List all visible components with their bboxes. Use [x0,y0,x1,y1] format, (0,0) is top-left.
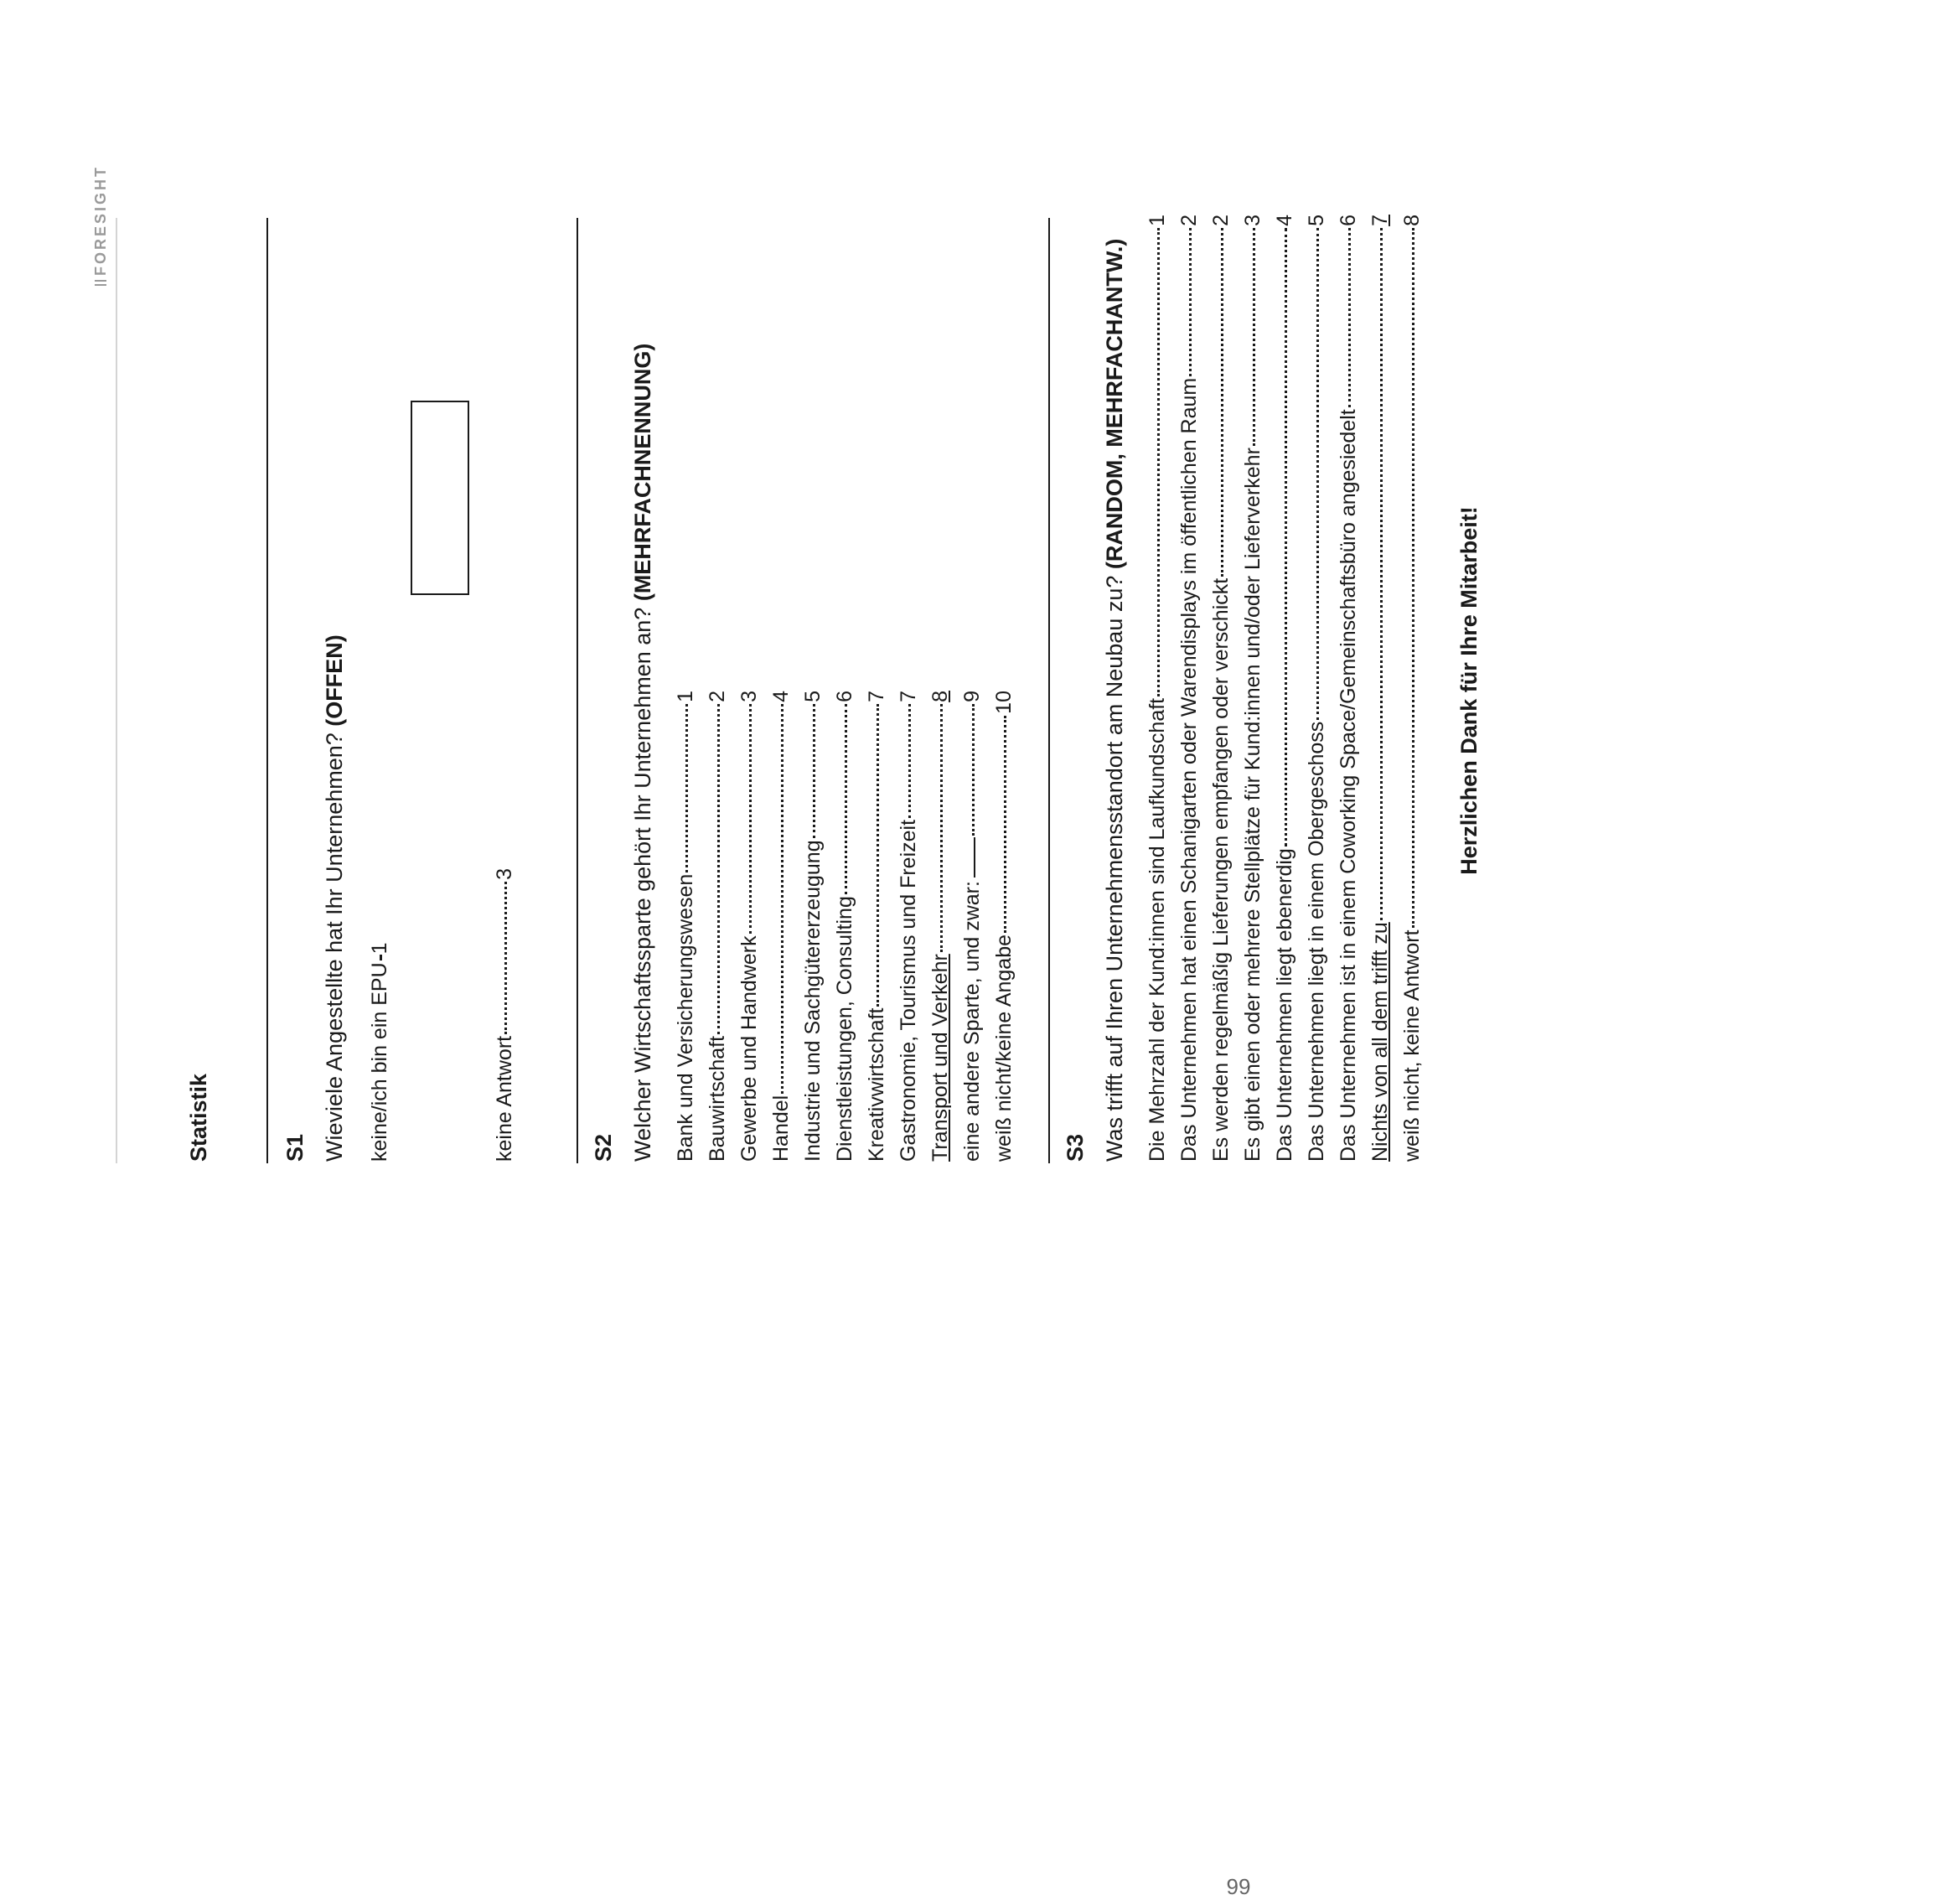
option-s3-3[interactable]: Es werden regelmäßig Lieferungen empfangen oder verschickt 2 [1209,215,1233,1162]
option-s2-11[interactable]: weiß nicht/keine Angabe 10 [992,691,1016,1162]
option-s2-10[interactable]: eine andere Sparte, und zwar: 9 [960,691,984,1162]
question-s2: Welcher Wirtschaftssparte gehört Ihr Unternehmen an? (MEHRFACHNENNUNG) [630,343,655,1162]
option-s3-5[interactable]: Das Unternehmen liegt ebenerdig 4 [1273,215,1296,1162]
option-s3-7[interactable]: Das Unternehmen ist in einem Coworking Space/Gemeinschaftsbüro angesiedelt 6 [1337,215,1360,1162]
option-s1-1[interactable]: keine/ich bin ein EPU 1 [368,942,391,1162]
option-s2-9[interactable]: Transport und Verkehr 8 [928,691,952,1162]
closing-message: Herzlichen Dank für Ihre Mitarbeit! [1456,506,1482,875]
option-s1-3[interactable]: keine Antwort 3 [493,868,516,1162]
option-s2-2[interactable]: Bauwirtschaft 2 [706,691,729,1162]
option-s2-6[interactable]: Dienstleistungen, Consulting 6 [833,691,856,1162]
section-id-s3: S3 [1063,1133,1088,1162]
section-id-s2: S2 [591,1133,616,1162]
option-s2-3[interactable]: Gewerbe und Handwerk 3 [737,691,761,1162]
option-s2-7[interactable]: Kreativwirtschaft 7 [865,691,888,1162]
header-divider [116,218,117,1163]
section-divider-s3 [1048,218,1050,1163]
page-title: Statistik [186,1073,211,1162]
option-s3-6[interactable]: Das Unternehmen liegt in einem Obergeschoss 5 [1305,215,1328,1162]
option-s3-2[interactable]: Das Unternehmen hat einen Schanigarten oder Warendisplays im öffentlichen Raum 2 [1177,215,1201,1162]
question-s3: Was trifft auf Ihren Unternehmensstandort am Neubau zu? (RANDOM, MEHRFACHANTW.) [1102,238,1127,1162]
section-divider-s2 [577,218,578,1163]
option-s3-1[interactable]: Die Mehrzahl der Kund:innen sind Laufkundschaft 1 [1145,215,1169,1162]
option-s2-8[interactable]: Gastronomie, Tourismus und Freizeit 7 [897,691,920,1162]
option-s3-8[interactable]: Nichts von all dem trifft zu 7 [1368,215,1392,1162]
page-number: 99 [1226,1874,1251,1899]
section-id-s1: S1 [282,1133,308,1162]
open-answer-box[interactable] [411,401,469,595]
option-s2-4[interactable]: Handel 4 [769,691,793,1162]
section-divider-s1 [266,218,268,1163]
option-s3-9[interactable]: weiß nicht, keine Antwort 8 [1400,215,1424,1162]
option-s2-1[interactable]: Bank und Versicherungswesen 1 [674,691,697,1162]
brand-name: FORESIGHT [92,164,109,276]
option-s3-4[interactable]: Es gibt einen oder mehrere Stellplätze für Kund:innen und/oder Lieferverkehr 3 [1241,215,1264,1162]
other-sector-input-line[interactable] [974,837,975,878]
question-s1: Wieviele Angestellte hat Ihr Unternehmen? (OFFEN) [322,634,347,1162]
option-s2-5[interactable]: Industrie und Sachgütererzeugung 5 [801,691,825,1162]
brand-logo [92,165,110,286]
logo-bars-icon [95,279,106,286]
